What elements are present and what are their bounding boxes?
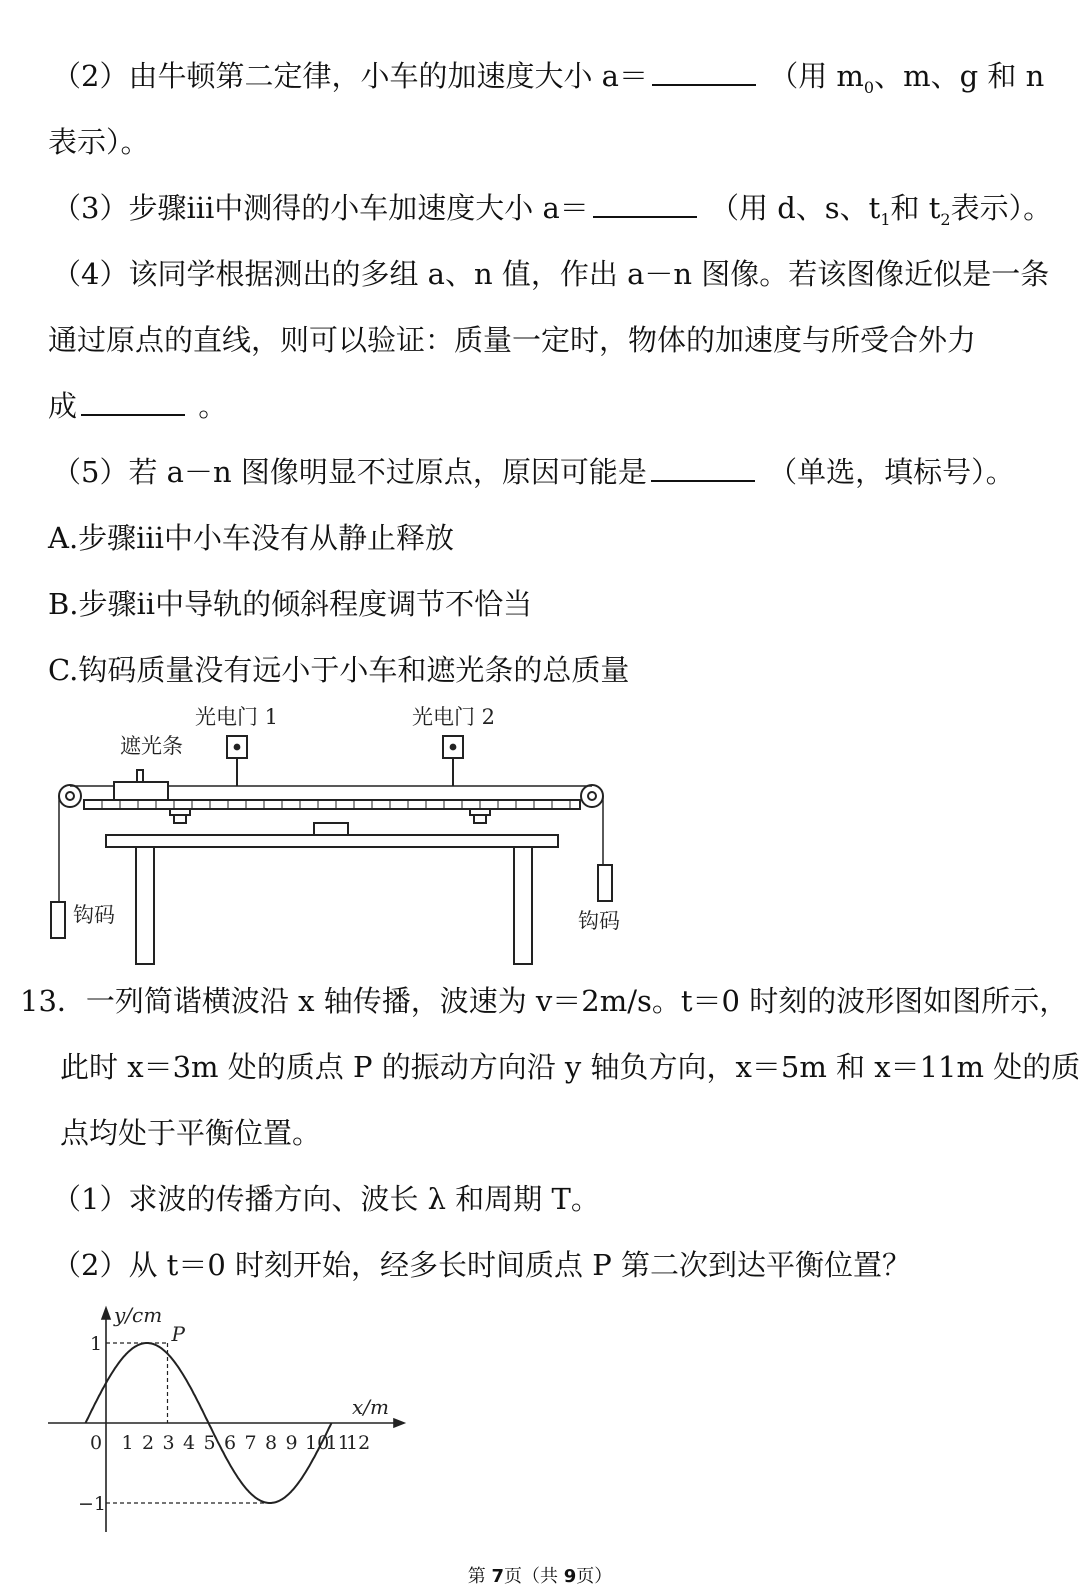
label-gate1: 光电门 1: [195, 705, 279, 729]
weight-left: [51, 902, 65, 938]
x-tick-label: 2: [142, 1432, 155, 1454]
x-tick-label: 3: [162, 1432, 175, 1454]
q12-part5: [52, 452, 1015, 492]
text: 。: [198, 389, 228, 423]
point-label: P: [171, 1322, 185, 1346]
text: （3）步骤ⅲ中测得的小车加速度大小 a＝: [52, 191, 589, 225]
support-right-base: [474, 815, 486, 823]
x-tick-label: 12: [346, 1432, 371, 1454]
answer-blank[interactable]: [593, 190, 697, 218]
q12-part4-line1: （4）该同学根据测出的多组 a、n 值，作出 a－n 图像。若该图像近似是一条: [52, 257, 1050, 291]
table-leg-left: [136, 847, 154, 964]
x-axis-arrow: [394, 1419, 404, 1427]
wave-chart: [40, 1300, 420, 1540]
pulley-left: [59, 785, 81, 807]
page-total: 9: [563, 1566, 577, 1587]
apparatus-diagram: [40, 700, 620, 968]
text: 页（共: [504, 1566, 564, 1587]
text: 表示）。: [950, 191, 1053, 225]
text: 成: [48, 389, 78, 423]
q13-line1: 13．一列简谐横波沿 x 轴传播，波速为 v＝2m/s。t＝0 时刻的波形图如图所示，: [20, 984, 1069, 1018]
q13-sub2: （2）从 t＝0 时刻开始，经多长时间质点 P 第二次到达平衡位置？: [52, 1248, 911, 1282]
answer-blank[interactable]: [651, 454, 755, 482]
support-left-base: [174, 815, 186, 823]
subscript: 1: [880, 209, 891, 229]
subscript: 2: [940, 209, 951, 229]
pulley-left-hub: [66, 792, 74, 800]
x-tick-label: 9: [285, 1432, 298, 1454]
q12-part2-line2: 表示）。: [48, 125, 150, 159]
x-tick-label: 6: [224, 1432, 237, 1454]
x-axis-label: x/m: [352, 1395, 389, 1419]
q12-part2-line1: [52, 56, 1044, 108]
answer-blank[interactable]: [652, 58, 756, 86]
q12-part4-line2: 通过原点的直线，则可以验证：质量一定时，物体的加速度与所受合外力: [48, 323, 977, 357]
text: （5）若 a－n 图像明显不过原点，原因可能是: [52, 455, 647, 489]
x-tick-label: 8: [265, 1432, 278, 1454]
text: 、m、g 和 n: [874, 59, 1045, 93]
table-leg-right: [514, 847, 532, 964]
x-tick-label: 10: [305, 1432, 330, 1454]
text: 页）: [576, 1566, 613, 1587]
y-tick-label: 1: [90, 1333, 103, 1355]
support-center: [314, 823, 348, 835]
y-axis-label: y/cm: [114, 1303, 163, 1327]
option-c: C.钩码质量没有远小于小车和遮光条的总质量: [48, 653, 630, 687]
gate2-dot: [451, 745, 456, 750]
track: [84, 800, 580, 809]
q13-line2: 此时 x＝3m 处的质点 P 的振动方向沿 y 轴负方向，x＝5m 和 x＝11m 处的质: [60, 1050, 1080, 1084]
label-gate2: 光电门 2: [412, 705, 496, 729]
option-a: A.步骤ⅲ中小车没有从静止释放: [48, 521, 454, 555]
answer-blank[interactable]: [81, 388, 185, 416]
page-number: 7: [491, 1566, 504, 1587]
label-shading-strip: 遮光条: [120, 734, 183, 758]
x-tick-label: 11: [325, 1432, 350, 1454]
text: 第: [467, 1566, 492, 1587]
x-tick-label: 4: [183, 1432, 196, 1454]
x-tick-label: 5: [203, 1432, 216, 1454]
x-tick-label: 0: [90, 1432, 103, 1454]
pulley-right: [581, 785, 603, 807]
subscript: 0: [863, 77, 875, 97]
option-b: B.步骤ⅱ中导轨的倾斜程度调节不恰当: [48, 587, 533, 621]
y-axis-arrow: [102, 1308, 110, 1319]
text: （用 d、s、t: [710, 191, 881, 225]
text: 和 t: [890, 191, 941, 225]
label-weight-left: 钩码: [73, 903, 115, 927]
q12-part4-line3: [48, 386, 227, 426]
y-tick-label: −1: [78, 1493, 107, 1515]
shading-strip: [137, 770, 143, 782]
q13-line3: 点均处于平衡位置。: [60, 1116, 322, 1150]
pulley-right-hub: [588, 792, 596, 800]
table-top: [106, 835, 558, 847]
gate1-dot: [235, 745, 240, 750]
cart: [114, 782, 168, 800]
text: （2）由牛顿第二定律，小车的加速度大小 a＝: [52, 59, 648, 93]
x-tick-label: 1: [121, 1432, 134, 1454]
weight-right: [598, 865, 612, 901]
label-weight-right: 钩码: [578, 909, 620, 933]
q13-sub1: （1）求波的传播方向、波长 λ 和周期 T。: [52, 1182, 600, 1216]
q12-part3: [52, 188, 1052, 240]
x-tick-label: 7: [244, 1432, 257, 1454]
page-footer: [0, 1562, 1080, 1588]
text: （单选，填标号）。: [768, 455, 1015, 489]
text: （用 m: [769, 59, 864, 93]
